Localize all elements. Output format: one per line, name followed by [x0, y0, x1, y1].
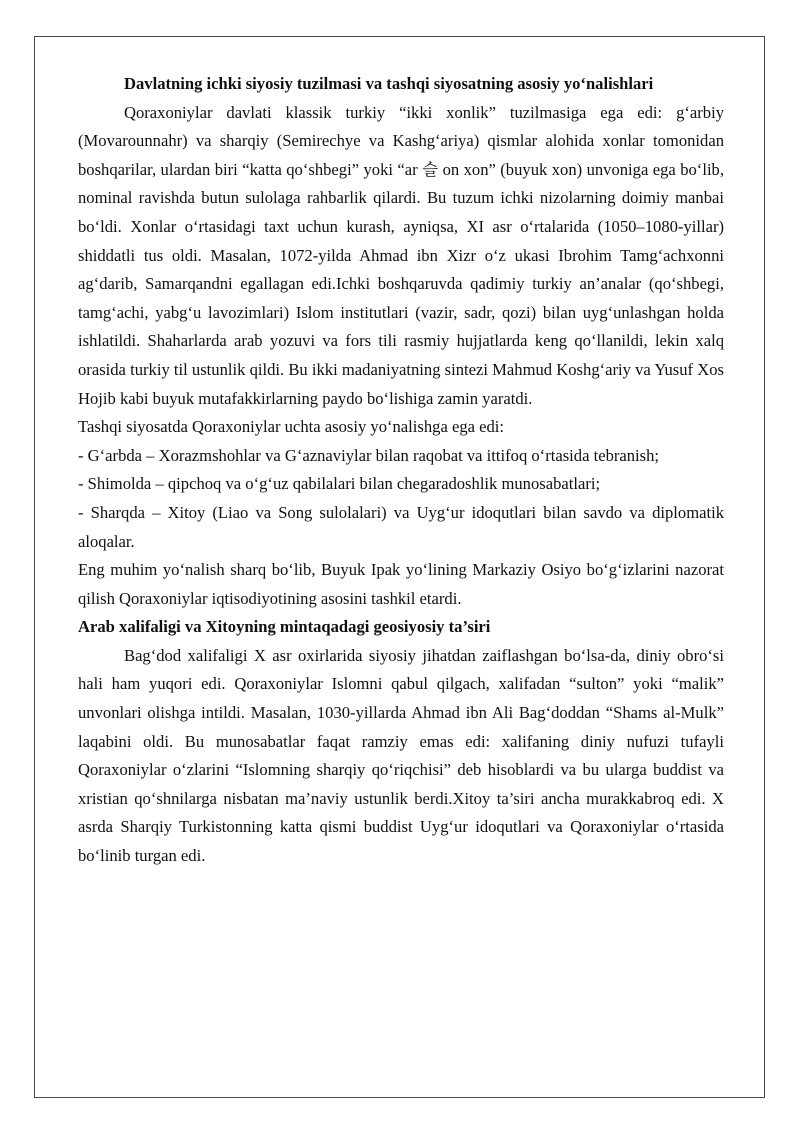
section-heading: Arab xalifaligi va Xitoyning mintaqadagi geosiyosiy ta’siri [78, 617, 491, 637]
paragraph: Tashqi siyosatda Qoraxoniylar uchta asosiy yo‘nalishga ega edi: [78, 417, 505, 437]
section-heading: Davlatning ichki siyosiy tuzilmasi va tashqi siyosatning asosiy yo‘nalishlari [124, 74, 654, 93]
paragraph: Eng muhim yo‘nalish sharq bo‘lib, Buyuk Ipak yo‘lining Markaziy Osiyo bo‘g‘izlarini nazorat qilish Qoraxoniylar iqtisodiyotining asosini tashkil etardi. [78, 560, 724, 608]
list-item: - Shimolda – qipchoq va o‘g‘uz qabilalari bilan chegaradoshlik munosabatlari; [78, 474, 601, 494]
list-item: - G‘arbda – Xorazmshohlar va G‘aznaviylar bilan raqobat va ittifoq o‘rtasida tebranish; [78, 445, 660, 465]
list-item: - Sharqda – Xitoy (Liao va Song sulolalari) va Uyg‘ur idoqutlari bilan savdo va diplomatik aloqalar. [78, 502, 724, 551]
document-body [78, 70, 724, 871]
paragraph: Qoraxoniylar davlati klassik turkiy “ikki xonlik” tuzilmasiga ega edi: g‘arbiy (Movarounnahr) va sharqiy (Semirechye va Kashg‘ariya) qismlar alohida xonlar tomonidan boshqarilar, ulardan biri “katta qo‘shbegi” yoki “ar 슬 on xon” (buyuk xon) unvoniga ega bo‘lib, nominal ravishda butun sulolaga rahbarlik qilardi. Bu tuzum ichki nizolarning doimiy manbai bo‘ldi. Xonlar o‘rtasidagi taxt uchun kurash, ayniqsa, XI asr o‘rtalarida (1050–1080-yillar) shiddatli tus oldi. Masalan, 1072-yilda Ahmad ibn Xizr o‘z ukasi Ibrohim Tamg‘achxonni ag‘darib, Samarqandni egallagan edi.Ichki boshqaruvda qadimiy turkiy an’analar (qo‘shbegi, tamg‘achi, yabg‘u lavozimlari) Islom institutlari (vazir, sadr, qozi) bilan uyg‘unlashgan holda ishlatildi. Shaharlarda arab yozuvi va fors tili rasmiy hujjatlarda keng qo‘llanildi, lekin xalq orasida turkiy til ustunlik qildi. Bu ikki madaniyatning sintezi Mahmud Koshg‘ariy va Yusuf Xos Hojib kabi buyuk mutafakkirlarning paydo bo‘lishiga zamin yaratdi. [78, 102, 724, 408]
paragraph: Bag‘dod xalifaligi X asr oxirlarida siyosiy jihatdan zaiflashgan bo‘lsa-da, diniy obro‘si hali ham yuqori edi. Qoraxoniylar Islomni qabul qilgach, xalifadan “sulton” yoki “malik” unvonlari olishga intildi. Masalan, 1030-yillarda Ahmad ibn Ali Bag‘doddan “Shams al-Mulk” laqabini oldi. Bu munosabatlar faqat ramziy emas edi: xalifaning diniy nufuzi tufayli Qoraxoniylar o‘zlarini “Islomning sharqiy qo‘riqchisi” deb hisoblardi va bu ularga buddist va xristian qo‘shnilarga nisbatan ma’naviy ustunlik berdi.Xitoy ta’siri ancha murakkabroq edi. X asrda Sharqiy Turkistonning katta qismi buddist Uyg‘ur idoqutlari va Qoraxoniylar o‘rtasida bo‘linib turgan edi. [78, 645, 724, 866]
